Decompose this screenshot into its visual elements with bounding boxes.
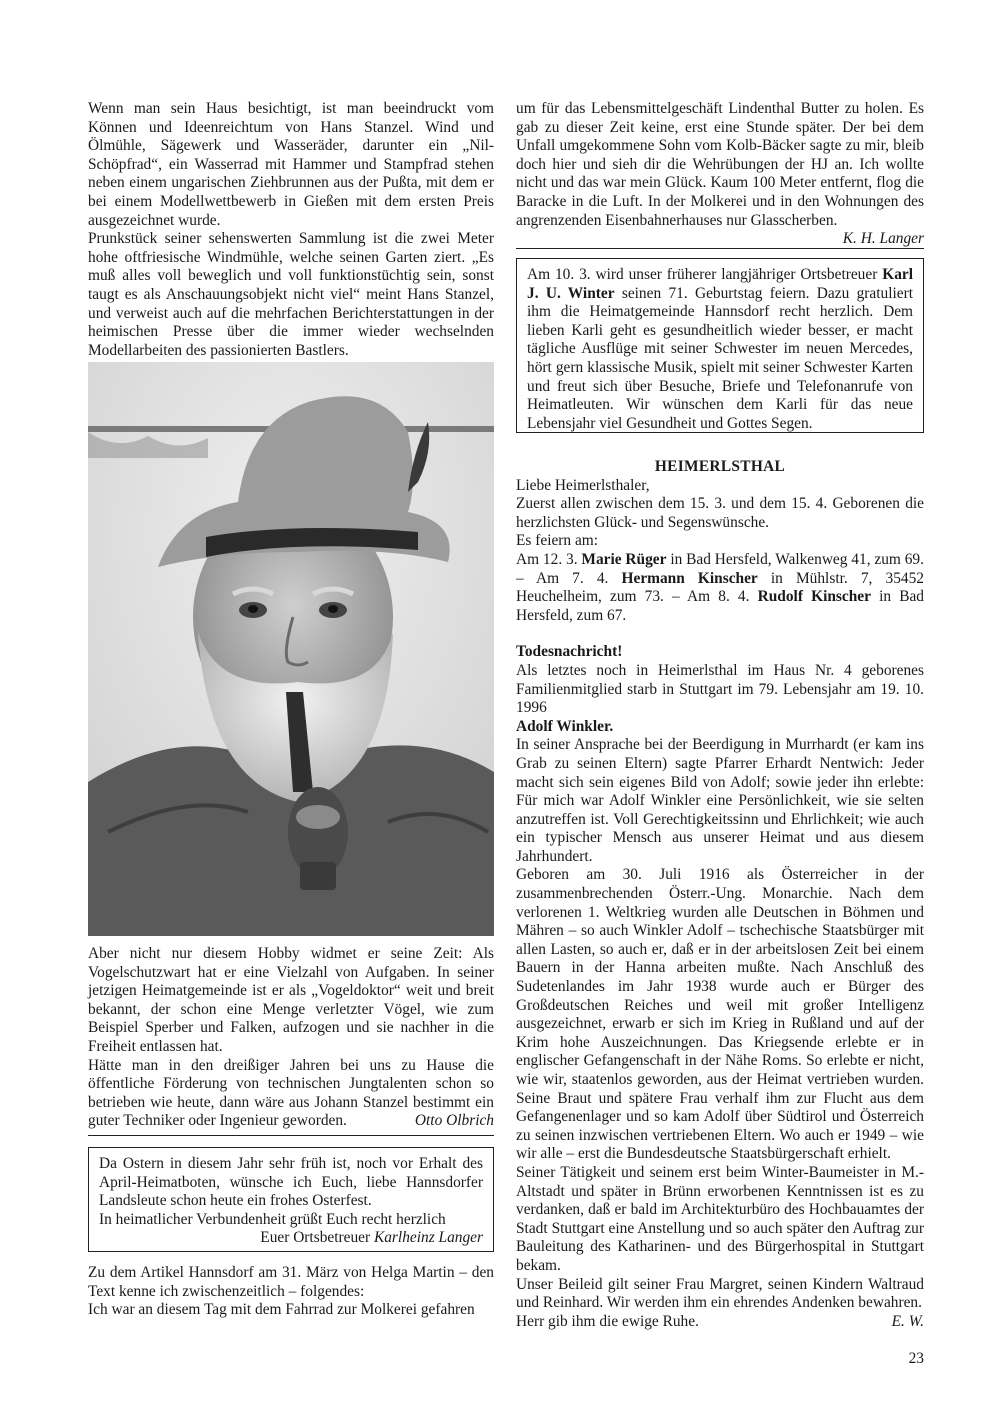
paragraph-funeral-speech: In seiner Ansprache bei der Beerdigung in Murrhardt (er kam ins Grab zu seinen Eltern) sagte Pfarrer Erhardt Nentwich: Jeder macht sich sein eigenes Bild von Adolf; sowie jeder ihn erlebte: Für mich war Adolf Winkler eine Persönlichkeit, wie sie selten anzutreffen ist. Voll Gerechtigkeitssinn und Ehrlichkeit; wie auch ein typischer Mensch aus unserer Heimat und aus diesem Jahrhundert. [516, 736, 924, 865]
signature-name: Karlheinz Langer [373, 1229, 483, 1247]
paragraph-biography: Geboren am 30. Juli 1916 als Österreicher in der zusammenbrechenden Österr.-Ung. Monarchie. Nach dem verlorenen 1. Weltkrieg wurden alle Deutschen in Böhmen und Mähren – so auch Winkler Adolf – tschechische Staatsbürger mit allen Lasten, so auch er, daß er in der arbeitslosen Zeit bei einem Bauern in der Hanna arbeiten mußte. Nach Anschluß des Sudetenlandes im Jahr 1938 wurde auch er Bürger des Großdeutschen Reiches und weil mit großer Intelligenz ausgezeichnet, erwarb er sich im Krieg in Rußland und auf der Krim hohe Auszeichnungen. Das Kriegsende erlebte er in englischer Gefangenschaft in der Nähe Roms. So erlebte er nicht, wie wir, staatenlos geworden, aus der Heimat vertrieben wurden. Seine Braut und spätere Frau verhalf ihm zur Flucht aus dem Gefangenenlager und so kam Adolf über Südtirol und Österreich zu seinen inzwischen vertriebenen Eltern. Wo auch er 1949 – wie wir alle – erst die Bundesdeutsche Staatsbürgerschaft erhielt. [516, 866, 924, 1163]
paragraph-stanzel-workshop: Wenn man sein Haus besichtigt, ist man beeindruckt vom Können und Ideenreichtum von Hans Stanzel. Wind und Ölmühle, Sägewerk und Wasseräder, darunter ein „Nil-Schöpfrad“, ein Wasserrad mit Hammer und Stampfrad stehen neben einem ungarischen Ziehbrunnen aus der Pußta, mit dem er bei einem Modellwettbewerb in Gießen mit dem ersten Preis ausgezeichnet wurde. [88, 100, 494, 229]
easter-greeting-box [88, 1147, 494, 1252]
signature-kh-langer: K. H. Langer [842, 230, 924, 248]
death-notice-text: Als letztes noch in Heimerlsthal im Haus Nr. 4 geborenes Familienmitglied starb in Stuttgart im 79. Lebensjahr am 19. 10. 1996 [516, 661, 924, 717]
left-column-bottom [88, 945, 494, 1131]
birthday-post: seinen 71. Geburtstag feiern. Dazu gratuliert ihm die Heimatgemeinde Hannsdorf recht herzlich. Dem lieben Karli geht es gesundheitlich wieder besser, er macht tägliche Ausflüge mit seiner Schwester im neuen Mercedes, hört gern klassische Musik, spielt mit seiner Schwester Karten und freut sich über Besuche, Briefe und Telefonanrufe von Heimatleuten. Wir wünschen dem Karli für das neue Lebensjahr viel Gesundheit und Gottes Segen. [527, 284, 913, 432]
section-heading-heimerlsthal: HEIMERLSTHAL [654, 458, 786, 475]
page-number: 23 [908, 1350, 924, 1367]
birthday1-pre: Am 12. 3. [516, 550, 582, 568]
signature-ew: E. W. [891, 1312, 924, 1330]
engineer-text: Hätte man in den dreißiger Jahren bei uns zu Hause die öffentliche Förderung von technischen Jungtalenten schon so betrieben wie heute, dann wäre aus Johann Stanzel bestimmt ein guter Techniker oder Ingenieur geworden. [88, 1056, 494, 1130]
right-column-heimerlsthal [516, 458, 924, 1331]
paragraph-article-reference: Zu dem Artikel Hannsdorf am 31. März von Helga Martin – den Text kenne ich zwischenzeitlich – folgendes: [88, 1264, 494, 1300]
divider-right [516, 248, 924, 249]
paragraph-death-notice [516, 662, 924, 736]
divider-left [88, 1135, 494, 1136]
left-column-top [88, 100, 494, 360]
birthday3-post: in Bad Hersfeld, zum 67. [516, 588, 924, 624]
closing-prayer: Herr gib ihm die ewige Ruhe. [516, 1312, 699, 1330]
left-column-end [88, 1264, 494, 1320]
easter-greeting-line2: In heimatlicher Verbundenheit grüßt Euch recht herzlich [99, 1210, 446, 1228]
paragraph-dairy-story: um für das Lebensmittelgeschäft Lindenthal Butter zu holen. Es gab zu dieser Zeit keine, erst eine Stunde später. Der bei dem Unfall umgekommene Sohn vom Kolb-Bäcker sagte zu mir, bleib doch hier und sieh dir die Wehrübungen der HJ an. Ich wollte nicht und das war mein Glück. Kaum 100 Meter entfernt, flog die Baracke in die Luft. In der Molkerei und in den Wohnungen des angrenzenden Eisenbahnerhauses nur Glasscherben. [516, 100, 924, 229]
paragraph-celebrants-intro: Es feiern am: [516, 532, 599, 550]
easter-greeting-text: Da Ostern in diesem Jahr sehr früh ist, noch vor Erhalt des April-Heimatboten, wünsche ich Euch, liebe Hannsdorfer Landsleute schon heute ein frohes Osterfest. [99, 1155, 483, 1210]
paragraph-bird-protection: Aber nicht nur diesem Hobby widmet er seine Zeit: Als Vogelschutzwart hat er eine Vielzahl von Aufgaben. In seiner jetzigen Heimatgemeinde ist er als „Vogeldoktor“ weit und breit bekannt, der schon eine Menge verletzter Vögel, wie zum Beispiel Sperber und Falken, aufzogen und sie nachher in die Freiheit entlassen hat. [88, 945, 494, 1055]
paragraph-congratulations: Zuerst allen zwischen dem 15. 3. und dem 15. 4. Geborenen die herzlichsten Glück- und Segenswünsche. [516, 495, 924, 531]
signature-otto-olbrich: Otto Olbrich [414, 1112, 494, 1130]
birthday3-name: Rudolf Kinscher [757, 588, 871, 606]
paragraph-engineer [88, 1057, 494, 1131]
right-column-top [516, 100, 924, 249]
paragraph-condolences: Unser Beileid gilt seiner Frau Margret, seinen Kindern Waltraud und Reinhard. Wir werden ihm ein ehrendes Andenken bewahren. [516, 1275, 924, 1312]
birthday-text [527, 266, 913, 433]
birthday-name: Karl J. U. Winter [527, 266, 913, 302]
paragraph-birthdays [516, 551, 924, 625]
birthday2-mid: in Mühlstr. 7, 35452 Heuchelheim, zum 73. – Am 8. 4. [516, 569, 924, 606]
easter-greeting-signature [99, 1229, 483, 1248]
deceased-name: Adolf Winkler. [516, 717, 614, 735]
greeting-line: Liebe Heimerlsthaler, [516, 476, 650, 494]
closing-line [516, 1313, 924, 1332]
paragraph-career: Seiner Tätigkeit und seinem erst beim Winter-Baumeister in M.-Altstadt und später in Brünn erworbenen Kenntnissen ist es zu verdanken, daß er bald im Architekturbüro des Hochbauamtes der Stadt Stuttgart eine Anstellung und so auch später den Auftrag zur Bauleitung des Katharinen- und des Bürgerhospital in Stuttgart bekam. [516, 1163, 924, 1274]
birthday1-name: Marie Rüger [581, 550, 667, 568]
birthday-pre: Am 10. 3. wird unser früherer langjähriger Ortsbetreuer [527, 266, 883, 283]
paragraph-bike-to-dairy: Ich war an diesem Tag mit dem Fahrrad zur Molkerei gefahren [88, 1301, 475, 1319]
death-notice-title: Todesnachricht! [516, 643, 623, 661]
paragraph-windmill: Prunkstück seiner sehenswerten Sammlung ist die zwei Meter hohe oftfriesische Windmühle, welche seinen Garten ziert. „Es muß alles voll beweglich und voll funktionstüchtig sein, sonst taugt es als Anschauungsobjekt nicht viel“ meint Hans Stanzel, und verweist auch auf die mehrfachen Berichterstattungen in der heimischen Presse über die immer wieder wechselnden Modellarbeiten des passionierten Bastlers. [88, 230, 494, 359]
signature-prefix: Euer Ortsbetreuer [260, 1229, 374, 1247]
portrait-photo [88, 362, 494, 936]
birthday-box-karl-winter [516, 258, 924, 433]
birthday2-name: Hermann Kinscher [621, 569, 758, 587]
signature-kh-langer-line [516, 230, 924, 249]
birthday1-mid: in Bad Hersfeld, Walkenweg 41, zum 69. – Am 7. 4. [516, 550, 924, 587]
